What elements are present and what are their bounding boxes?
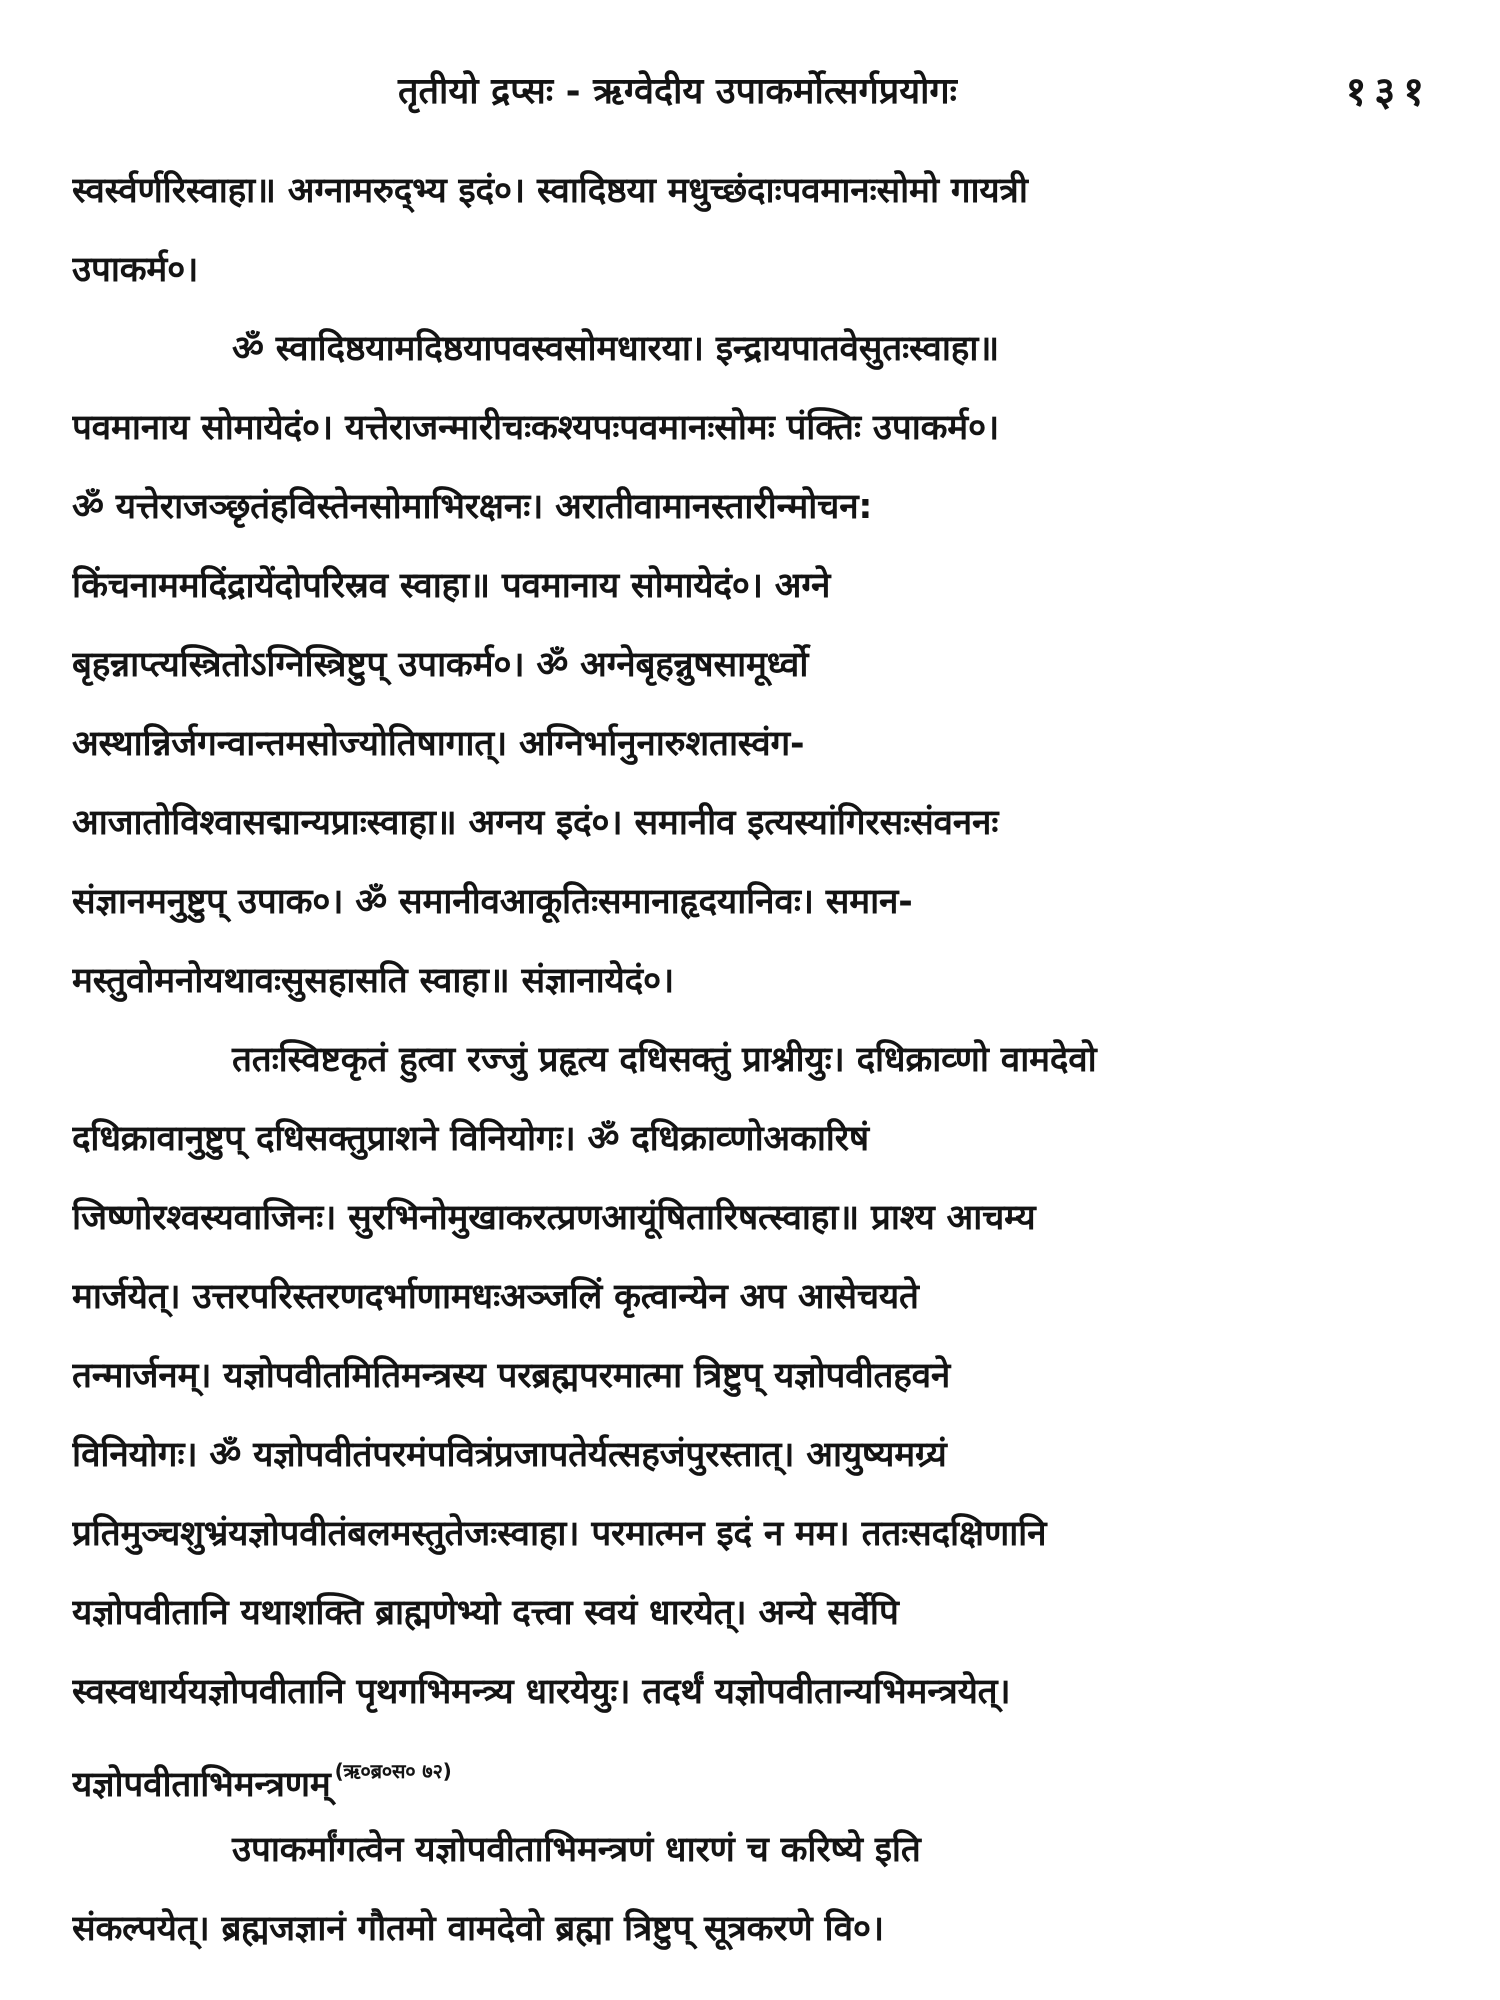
text-line: जिष्णोरश्वस्यवाजिनः। सुरभिनोमुखाकरत्प्रणआयूंषितारिषत्स्वाहा॥ प्राश्य आचम्य	[72, 1198, 1036, 1238]
text-line: उपाकर्मांगत्वेन यज्ञोपवीताभिमन्त्रणं धारणं च करिष्ये इति	[232, 1830, 921, 1870]
text-line: तन्मार्जनम्। यज्ञोपवीतमितिमन्त्रस्य परब्रह्मपरमात्मा त्रिष्टुप् यज्ञोपवीतहवने	[72, 1356, 951, 1396]
heading-reference: (ऋ०ब्र०स० ७२)	[334, 1759, 452, 1783]
section-heading	[72, 1732, 1428, 1811]
text-line: पवमानाय सोमायेदं०। यत्तेराजन्मारीचःकश्यपःपवमानःसोमः पंक्तिः उपाकर्म०।	[72, 408, 1000, 448]
text-line: ॐ स्वादिष्ठयामदिष्ठयापवस्वसोमधारया। इन्द्रायपातवेसुतःस्वाहा॥	[232, 329, 999, 369]
text-line: यज्ञोपवीतानि यथाशक्ति ब्राह्मणेभ्यो दत्त्वा स्वयं धारयेत्। अन्ये सर्वेपि	[72, 1593, 899, 1633]
text-line: बृहन्नाप्त्यस्त्रितोऽग्निस्त्रिष्टुप् उपाकर्म०। ॐ अग्नेबृहन्नुषसामूर्ध्वो	[72, 645, 809, 685]
text-line: आजातोविश्वासद्मान्यप्राःस्वाहा॥ अग्नय इदं०। समानीव इत्यस्यांगिरसःसंवननः	[72, 803, 999, 843]
text-line: प्रतिमुञ्चशुभ्रंयज्ञोपवीतंबलमस्तुतेजःस्वाहा। परमात्मन इदं न मम। ततःसदक्षिणानि	[72, 1514, 1047, 1554]
text-line: ततःस्विष्टकृतं हुत्वा रज्जुं प्रहृत्य दधिसक्तुं प्राश्नीयुः। दधिक्राव्णो वामदेवो	[232, 1040, 1097, 1080]
heading-text: यज्ञोपवीताभिमन्त्रणम्	[72, 1765, 331, 1805]
paragraph	[72, 1811, 1428, 1969]
text-line: मस्तुवोमनोयथावःसुसहासति स्वाहा॥ संज्ञानायेदं०।	[72, 961, 675, 1001]
page-body	[72, 152, 1428, 1969]
paragraph	[72, 310, 1428, 1021]
paragraph	[72, 1021, 1428, 1732]
text-line: संज्ञानमनुष्टुप् उपाक०। ॐ समानीवआकूतिःसमानाहृदयानिवः। समान-	[72, 882, 913, 922]
text-line: किंचनाममदिंद्रायेंदोपरिस्रव स्वाहा॥ पवमानाय सोमायेदं०। अग्ने	[72, 566, 831, 606]
running-title: तृतीयो द्रप्सः - ऋग्वेदीय उपाकर्मोत्सर्गप्रयोगः	[398, 71, 957, 112]
text-line: मार्जयेत्। उत्तरपरिस्तरणदर्भाणामधःअञ्जलिं कृत्वान्येन अप आसेचयते	[72, 1277, 919, 1317]
text-line: अस्थान्निर्जगन्वान्तमसोज्योतिषागात्। अग्निर्भानुनारुशतास्वंग-	[72, 724, 805, 764]
page-number: १३१	[1345, 69, 1432, 115]
heading-line	[72, 1732, 1428, 1811]
text-line: स्वर्स्वर्णरिस्वाहा॥ अग्नामरुद्भ्य इदं०। स्वादिष्ठया मधुच्छंदाःपवमानःसोमो गायत्री	[72, 171, 1028, 211]
text-line: विनियोगः। ॐ यज्ञोपवीतंपरमंपवित्रंप्रजापतेर्यत्सहजंपुरस्तात्। आयुष्यमग्र्यं	[72, 1435, 947, 1475]
text-line: दधिक्रावानुष्टुप् दधिसक्तुप्राशने विनियोगः। ॐ दधिक्राव्णोअकारिषं	[72, 1119, 869, 1159]
paragraph	[72, 152, 1428, 310]
text-line: संकल्पयेत्। ब्रह्मजज्ञानं गौतमो वामदेवो ब्रह्मा त्रिष्टुप् सूत्रकरणे वि०।	[72, 1909, 884, 1949]
page-header	[78, 62, 1440, 122]
text-line: उपाकर्म०।	[72, 250, 199, 290]
text-line: ॐ यत्तेराजञ्छृतंहविस्तेनसोमाभिरक्षनः। अरातीवामानस्तारीन्मोचन:	[72, 487, 873, 527]
text-line: स्वस्वधार्ययज्ञोपवीतानि पृथगभिमन्त्र्य धारयेयुः। तदर्थं यज्ञोपवीतान्यभिमन्त्रयेत्।	[72, 1672, 1011, 1712]
